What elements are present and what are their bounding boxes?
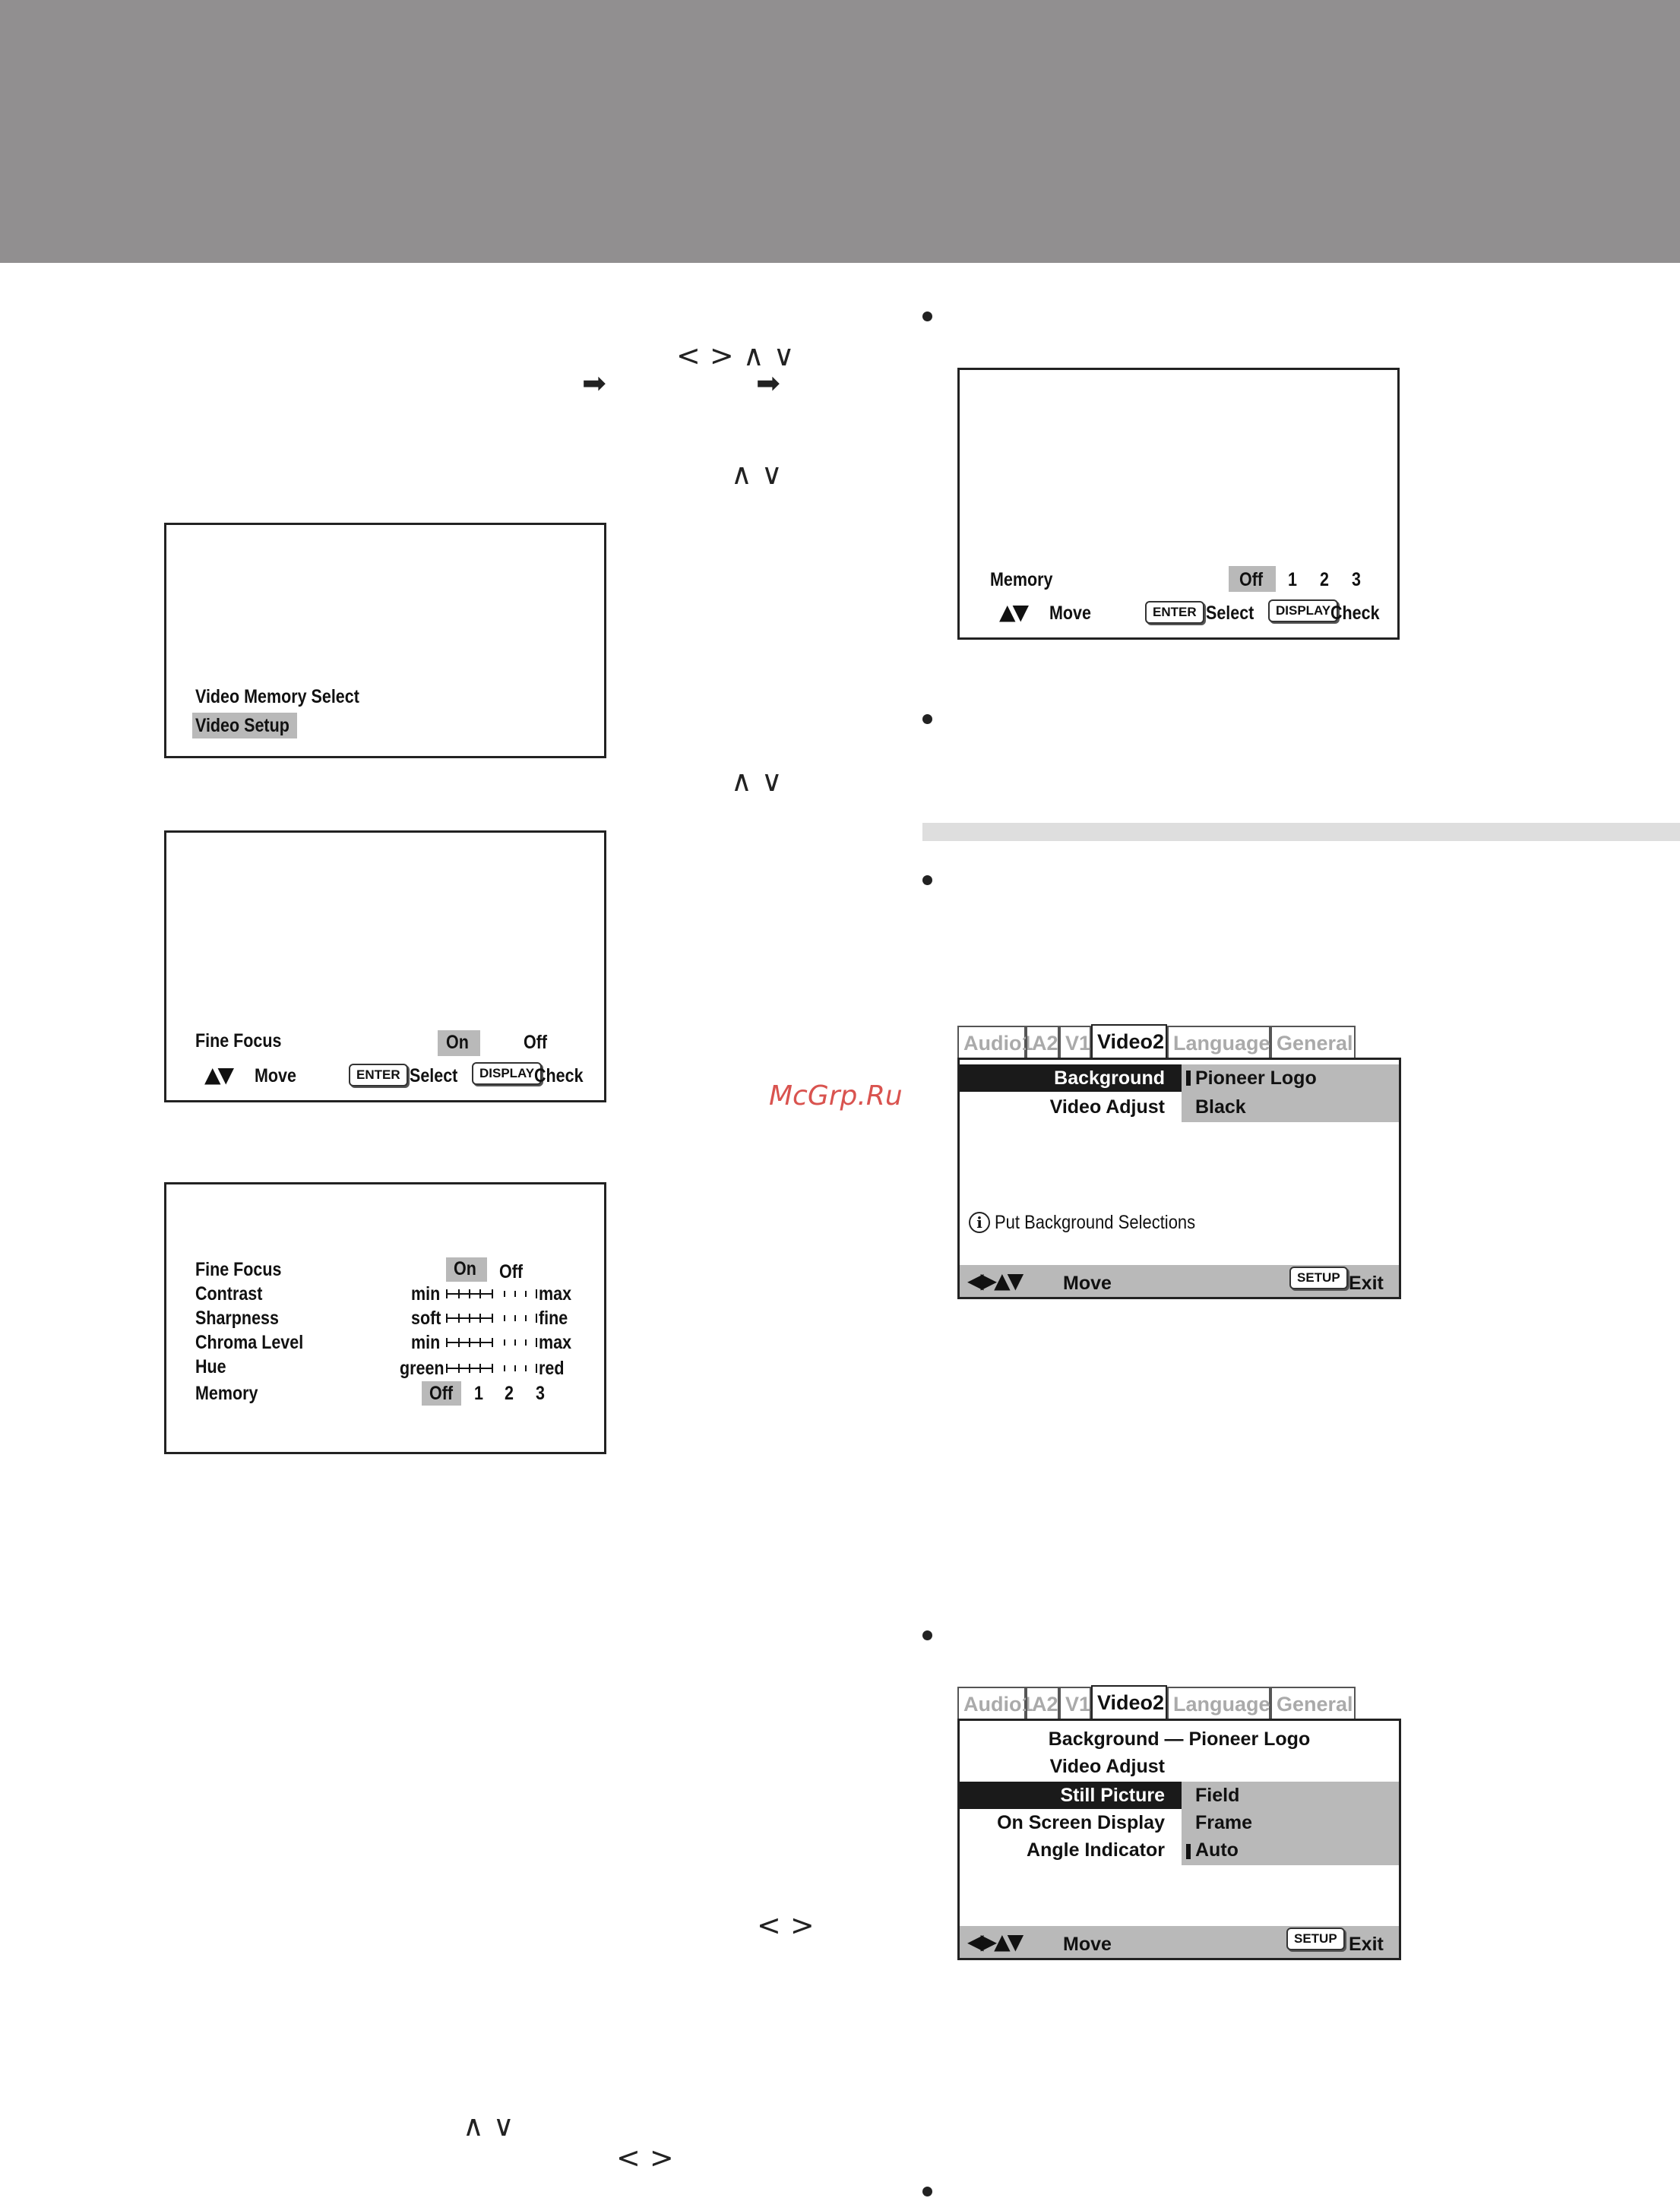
tab-audio1[interactable]: Audio1 [957, 1026, 1026, 1058]
on-screen-display-row-label[interactable]: On Screen Display [997, 1812, 1165, 1833]
background-value-pioneer-logo[interactable]: Pioneer Logo [1195, 1067, 1317, 1089]
setup-panel-still-picture [957, 1685, 1401, 1960]
move-label: Move [1063, 1934, 1112, 1955]
still-picture-value-auto[interactable]: Auto [1195, 1839, 1239, 1861]
video-menu-screen [164, 523, 606, 758]
sharpness-min: soft [411, 1308, 441, 1329]
video-settings-screen [164, 1182, 606, 1454]
up-down-glyph: ∧ ∨ [463, 2109, 514, 2143]
contrast-label: Contrast [195, 1283, 263, 1305]
enter-key-icon: ENTER [349, 1064, 408, 1086]
settings-fine-focus-label: Fine Focus [195, 1259, 282, 1280]
display-key-icon: DISPLAY [472, 1062, 542, 1085]
exit-label[interactable]: Exit [1349, 1934, 1384, 1955]
chroma-min: min [411, 1332, 441, 1353]
info-text: Put Background Selections [995, 1212, 1196, 1233]
memory-off-option[interactable]: Off [1239, 569, 1264, 590]
bullet [922, 2187, 932, 2196]
setup-tabs [957, 1024, 1401, 1058]
header-band [0, 0, 1680, 263]
move-label: Move [255, 1065, 296, 1086]
setup-panel-body [957, 1058, 1401, 1299]
section-divider [922, 823, 1680, 841]
tab-language[interactable]: Language [1167, 1026, 1270, 1058]
direction-arrows-icon: ◀▶▲▼ [967, 1929, 1021, 1954]
fine-focus-off-option[interactable]: Off [524, 1032, 548, 1053]
contrast-max: max [539, 1283, 572, 1305]
up-down-triangle-icon: ▲▼ [204, 1062, 232, 1087]
memory-off-option[interactable]: Off [429, 1383, 454, 1404]
up-down-glyph: ∧ ∨ [731, 457, 783, 491]
right-arrow-icon: ➡ [756, 366, 780, 400]
tab-v1[interactable]: V1 [1059, 1687, 1091, 1719]
background-row-label[interactable]: Background [1054, 1067, 1165, 1089]
tab-video2[interactable]: Video2 [1091, 1024, 1167, 1059]
move-label: Move [1063, 1273, 1112, 1294]
memory-1-option[interactable]: 1 [474, 1383, 483, 1404]
settings-on-option[interactable]: On [454, 1258, 476, 1279]
menu-item-video-setup[interactable]: Video Setup [195, 715, 289, 736]
tab-a2[interactable]: A2 [1026, 1687, 1059, 1719]
left-right-glyph: < > [616, 2141, 674, 2174]
memory-label: Memory [195, 1383, 258, 1404]
chroma-level-label: Chroma Level [195, 1332, 304, 1353]
sharpness-slider[interactable] [446, 1314, 537, 1323]
contrast-slider[interactable] [446, 1289, 537, 1298]
check-label: Check [1330, 602, 1380, 624]
video-adjust-row-label[interactable]: Video Adjust [1049, 1096, 1165, 1118]
fine-focus-screen [164, 830, 606, 1102]
still-picture-value-field[interactable]: Field [1195, 1785, 1240, 1806]
hue-max: red [539, 1358, 565, 1379]
memory-screen [957, 368, 1400, 640]
memory-1-option[interactable]: 1 [1288, 569, 1297, 590]
hue-min: green [400, 1358, 445, 1379]
memory-3-option[interactable]: 3 [536, 1383, 545, 1404]
contrast-min: min [411, 1283, 441, 1305]
left-right-glyph: < > [757, 1909, 815, 1942]
bullet [922, 875, 932, 885]
memory-2-option[interactable]: 2 [505, 1383, 514, 1404]
angle-indicator-row-label[interactable]: Angle Indicator [1027, 1839, 1165, 1861]
memory-2-option[interactable]: 2 [1320, 569, 1329, 590]
info-icon: i [969, 1212, 990, 1233]
tab-audio1[interactable]: Audio1 [957, 1687, 1026, 1719]
select-label: Select [410, 1065, 458, 1086]
still-picture-value-frame[interactable]: Frame [1195, 1812, 1253, 1833]
select-label: Select [1206, 602, 1254, 624]
nav-arrows-glyph: < > ∧ ∨ [676, 339, 795, 372]
hue-slider[interactable] [446, 1364, 537, 1373]
bullet [922, 312, 932, 321]
still-picture-row-label[interactable]: Still Picture [1060, 1785, 1165, 1806]
setup-panel-body [957, 1719, 1401, 1960]
up-down-glyph: ∧ ∨ [731, 764, 783, 798]
setup-panel-background [957, 1024, 1401, 1299]
setup-key-icon[interactable]: SETUP [1286, 1928, 1345, 1950]
up-down-triangle-icon: ▲▼ [999, 599, 1027, 625]
tab-general[interactable]: General [1270, 1687, 1356, 1719]
fine-focus-on-option[interactable]: On [446, 1032, 469, 1053]
tab-v1[interactable]: V1 [1059, 1026, 1091, 1058]
sharpness-label: Sharpness [195, 1308, 279, 1329]
hue-label: Hue [195, 1356, 226, 1377]
check-label: Check [534, 1065, 584, 1086]
bullet [922, 714, 932, 724]
bullet [922, 1630, 932, 1640]
move-label: Move [1049, 602, 1091, 624]
selection-marker-icon [1186, 1071, 1191, 1086]
tab-video2[interactable]: Video2 [1091, 1685, 1167, 1720]
sharpness-max: fine [539, 1308, 568, 1329]
direction-arrows-icon: ◀▶▲▼ [967, 1268, 1021, 1293]
chroma-max: max [539, 1332, 572, 1353]
background-value-black[interactable]: Black [1195, 1096, 1246, 1118]
display-key-icon: DISPLAY [1268, 599, 1338, 622]
setup-key-icon[interactable]: SETUP [1289, 1267, 1348, 1289]
tab-general[interactable]: General [1270, 1026, 1356, 1058]
setup-tabs [957, 1685, 1401, 1719]
tab-a2[interactable]: A2 [1026, 1026, 1059, 1058]
fine-focus-label: Fine Focus [195, 1030, 282, 1052]
chroma-slider[interactable] [446, 1338, 537, 1347]
exit-label[interactable]: Exit [1349, 1273, 1384, 1294]
settings-off-option[interactable]: Off [499, 1261, 524, 1282]
menu-item-video-memory-select[interactable]: Video Memory Select [195, 686, 359, 707]
watermark: McGrp.Ru [769, 1080, 903, 1112]
right-arrow-icon: ➡ [582, 366, 606, 400]
enter-key-icon: ENTER [1145, 601, 1204, 624]
background-summary[interactable]: Background — Pioneer Logo [1048, 1728, 1311, 1750]
tab-language[interactable]: Language [1167, 1687, 1270, 1719]
video-adjust-row-label[interactable]: Video Adjust [1049, 1756, 1165, 1777]
selection-marker-icon [1186, 1844, 1191, 1859]
memory-label: Memory [990, 569, 1053, 590]
memory-3-option[interactable]: 3 [1352, 569, 1361, 590]
